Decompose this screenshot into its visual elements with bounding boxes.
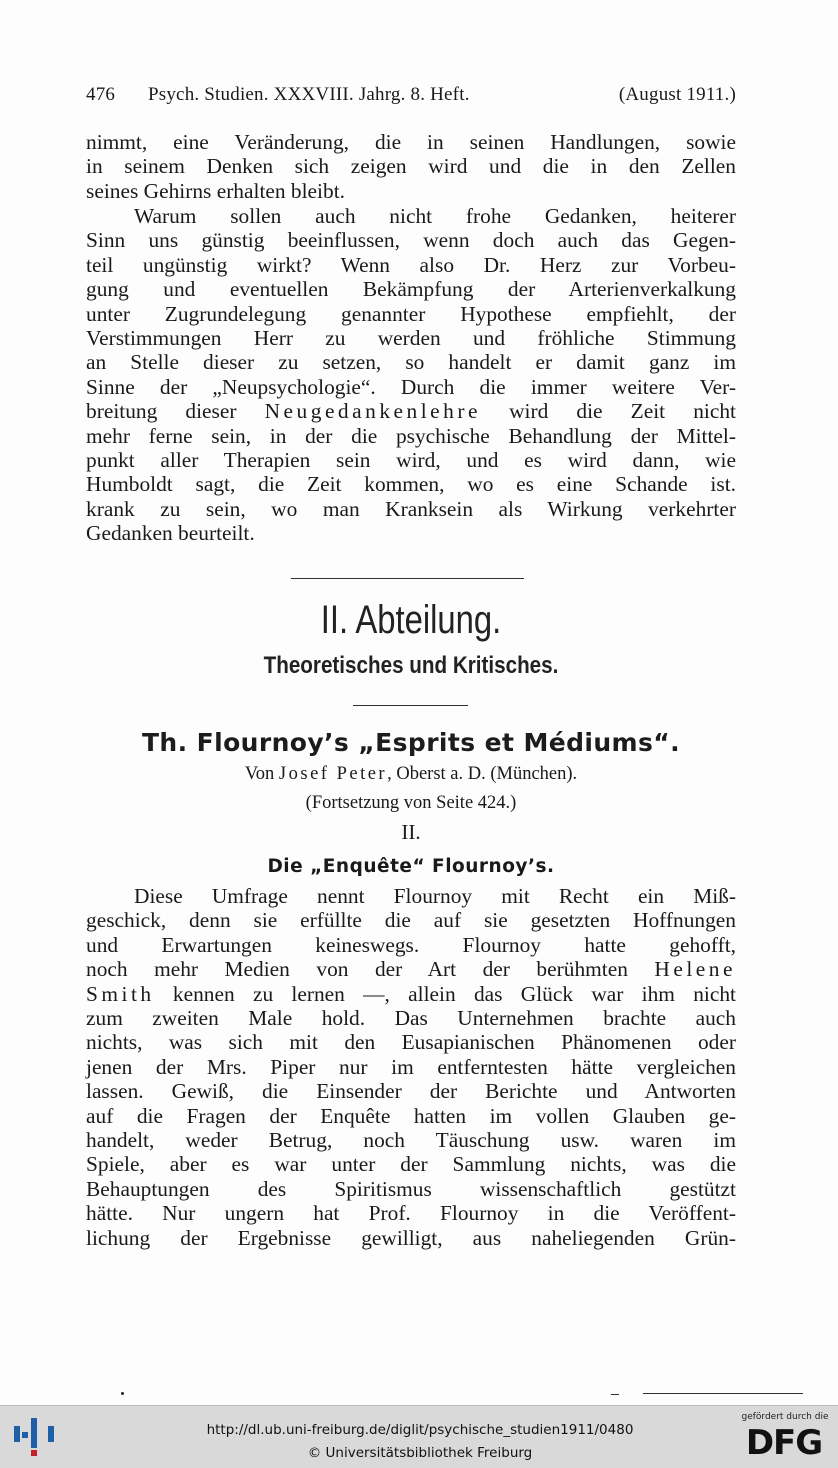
text-line: Verstimmungen Herr zu werden und fröhliche Stimmung [86, 326, 736, 351]
continuation-note: (Fortsetzung von Seite 424.) [305, 793, 517, 813]
continuation-paragraph [86, 130, 736, 203]
section-title: II. Abteilung. [320, 598, 502, 642]
emphasized-term: Neugedankenlehre [264, 399, 481, 424]
text-line: Sinn uns günstig beeinflussen, wenn doch auch das Gegen- [86, 228, 736, 253]
text-line: lassen. Gewiß, die Einsender der Berichte und Antworten [86, 1079, 736, 1104]
section-divider [291, 578, 524, 579]
running-header [86, 84, 736, 106]
copyright-notice: © Universitätsbibliothek Freiburg [307, 1445, 533, 1461]
text-line: seines Gehirns erhalten bleibt. [86, 178, 345, 203]
emphasized-name: Smith [86, 981, 155, 1006]
paragraph-neupsychologie [86, 204, 736, 546]
part-title: Die „Enquête“ Flournoy’s. [267, 856, 555, 877]
dfg-logo[interactable]: DFG [745, 1423, 823, 1463]
text-segment: kennen zu lernen —, allein das Glück war ihm nicht [154, 981, 736, 1006]
text-line: unter Zugrundelegung genannter Hypothese empfiehlt, der [86, 301, 736, 326]
text-line: an Stelle dieser zu setzen, so handelt er damit ganz im [86, 350, 736, 375]
emphasized-name: Helene [654, 957, 736, 982]
text-segment: breitung dieser [86, 399, 265, 424]
source-url-link[interactable]: http://dl.ub.uni-freiburg.de/diglit/psychische_studien1911/0480 [206, 1422, 634, 1438]
journal-title: Psych. Studien. XXXVIII. Jahrg. 8. Heft. [148, 84, 470, 105]
scan-speck [121, 1392, 124, 1395]
text-line: in seinem Denken sich zeigen wird und die in den Zellen [86, 154, 736, 179]
paragraph-enquete [86, 884, 736, 1250]
article-byline [86, 764, 736, 785]
page-number: 476 [86, 84, 116, 105]
text-segment: noch mehr Medien von der Art der berühmten [86, 957, 655, 982]
text-line: Diese Umfrage nennt Flournoy mit Recht ein Miß- [134, 884, 736, 908]
article-title: Th. Flournoy’s „Esprits et Médiums“. [141, 728, 681, 757]
text-line: teil ungünstig wirkt? Wenn also Dr. Herz zur Vorbeu- [86, 252, 736, 277]
author-name: Josef Peter [278, 764, 388, 784]
text-line [86, 982, 736, 1006]
text-line: nimmt, eine Veränderung, die in seinen Handlungen, sowie [86, 130, 736, 154]
text-line: zum zweiten Male hold. Das Unternehmen brachte auch [86, 1006, 736, 1031]
text-line [86, 399, 736, 423]
footnote-rule [643, 1393, 803, 1394]
subsection-divider [353, 705, 468, 706]
part-number: II. [401, 820, 421, 844]
text-line: krank zu sein, wo man Kranksein als Wirkung verkehrter [86, 496, 736, 521]
byline-suffix: , Oberst a. D. (München). [387, 764, 578, 784]
text-line: und Erwartungen keineswegs. Flournoy hatte gehofft, [86, 932, 736, 957]
text-line: lichung der Ergebnisse gewilligt, aus naheliegenden Grün- [86, 1225, 736, 1250]
text-line [86, 957, 736, 981]
funding-note: gefördert durch die [741, 1412, 829, 1422]
text-line: nichts, was sich mit den Eusapianischen Phänomenen oder [86, 1030, 736, 1055]
text-line: Humboldt sagt, die Zeit kommen, wo es eine Schande ist. [86, 472, 736, 497]
text-line: Warum sollen auch nicht frohe Gedanken, heiterer [134, 204, 736, 228]
text-line: Behauptungen des Spiritismus wissenschaftlich gestützt [86, 1176, 736, 1201]
text-line: Gedanken beurteilt. [86, 521, 255, 546]
text-line: punkt aller Therapien sein wird, und es wird dann, wie [86, 448, 736, 473]
text-segment: wird die Zeit nicht [480, 399, 737, 424]
byline-prefix: Von [244, 764, 279, 784]
scan-mark [611, 1394, 619, 1395]
ub-freiburg-logo-icon[interactable] [12, 1416, 56, 1456]
text-line: Spiele, aber es war unter der Sammlung nichts, was die [86, 1152, 736, 1177]
issue-date: (August 1911.) [618, 84, 736, 105]
section-subtitle: Theoretisches und Kritisches. [263, 652, 559, 679]
text-line: Sinne der „Neupsychologie“. Durch die immer weitere Ver- [86, 374, 736, 399]
text-line: geschick, denn sie erfüllte die auf sie gesetzten Hoffnungen [86, 908, 736, 933]
text-line: handelt, weder Betrug, noch Täuschung usw. waren im [86, 1128, 736, 1153]
text-line: hätte. Nur ungern hat Prof. Flournoy in die Veröffent- [86, 1201, 736, 1226]
text-line: auf die Fragen der Enquête hatten im vollen Glauben ge- [86, 1103, 736, 1128]
text-line: gung und eventuellen Bekämpfung der Arterienverkalkung [86, 277, 736, 302]
text-line: jenen der Mrs. Piper nur im entferntesten hätte vergleichen [86, 1054, 736, 1079]
text-line: mehr ferne sein, in der die psychische Behandlung der Mittel- [86, 423, 736, 448]
